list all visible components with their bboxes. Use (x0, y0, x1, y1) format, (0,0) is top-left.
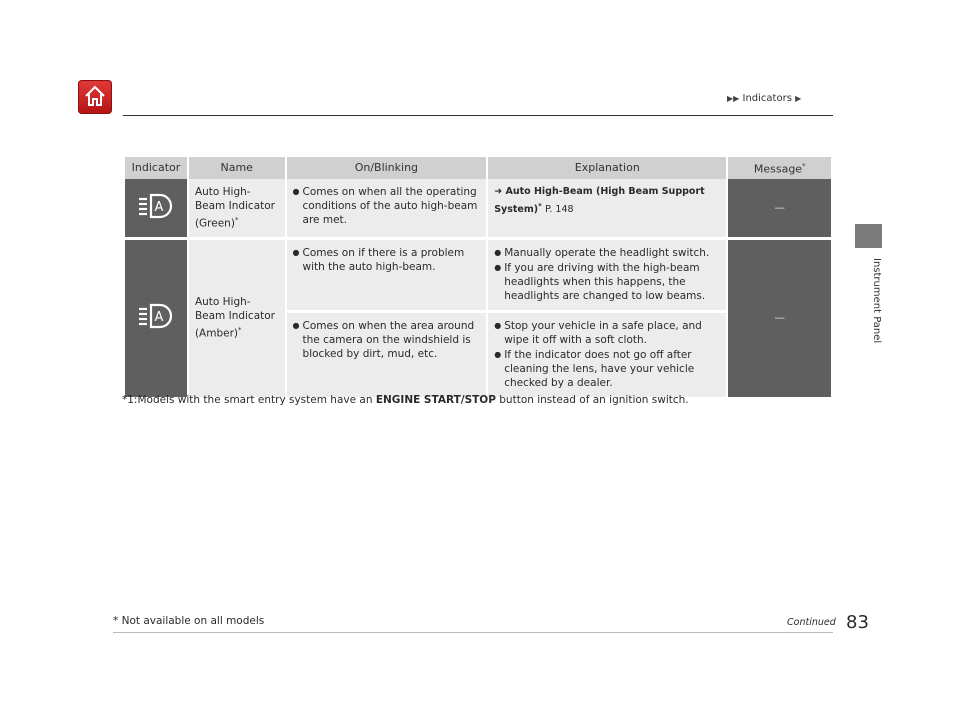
explanation-cell (488, 313, 726, 397)
indicator-table (123, 157, 833, 397)
column-header: Name (189, 157, 285, 179)
breadcrumb-arrow-icon: ▶ (795, 94, 802, 103)
explanation-cell (488, 179, 726, 240)
column-header: Message* (728, 157, 831, 179)
message-cell: — (728, 179, 831, 240)
bullet-text: ● Manually operate the headlight switch. (494, 246, 720, 260)
continued-label: Continued (787, 617, 836, 628)
auto-high-beam-icon (136, 193, 176, 219)
table-row (125, 179, 831, 240)
explanation-cell (488, 240, 726, 313)
bullet-text: ● If the indicator does not go off after cleaning the lens, have your vehicle checked by a dealer. (494, 348, 720, 390)
breadcrumb[interactable] (727, 93, 801, 104)
bullet-text: ● Comes on if there is a problem with the auto high-beam. (293, 246, 481, 274)
bullet-text: ● Comes on when the area around the camera on the windshield is blocked by dirt, mud, etc. (293, 319, 481, 361)
on-blinking-cell (287, 313, 487, 397)
indicator-name: Auto High-Beam Indicator (Amber)* (189, 240, 285, 397)
column-header: Explanation (488, 157, 726, 179)
breadcrumb-label: Indicators (742, 93, 792, 104)
breadcrumb-arrow-icon: ▶▶ (727, 94, 740, 103)
bullet-text: ● Stop your vehicle in a safe place, and wipe it off with a soft cloth. (494, 319, 720, 347)
home-button[interactable] (78, 80, 112, 114)
svg-text:A: A (154, 310, 164, 325)
on-blinking-cell (287, 240, 487, 313)
table-row (125, 240, 831, 313)
on-blinking-cell (287, 179, 487, 240)
message-cell: — (728, 240, 831, 397)
bullet-text: ● Comes on when all the operating conditions of the auto high-beam are met. (293, 185, 481, 227)
indicator-cell (125, 179, 187, 240)
page-number: 83 (846, 612, 869, 633)
indicator-name: Auto High-Beam Indicator (Green)* (189, 179, 285, 240)
section-label: Instrument Panel (871, 258, 882, 344)
auto-high-beam-icon (136, 303, 176, 329)
home-icon (83, 84, 107, 108)
svg-text:A: A (154, 199, 164, 215)
column-header: On/Blinking (287, 157, 487, 179)
arrow-link-icon: ➜ (494, 186, 503, 197)
bullet-text: ● If you are driving with the high-beam headlights when this happens, the headlights are changed to low beams. (494, 261, 720, 303)
indicator-cell (125, 240, 187, 397)
column-header: Indicator (125, 157, 187, 179)
cross-reference-link[interactable]: ➜ Auto High-Beam (High Beam Support System)* P. 148 (494, 186, 705, 216)
footnote: *1:Models with the smart entry system have an ENGINE START/STOP button instead of an ignition switch. (122, 394, 689, 406)
header-divider (123, 115, 833, 116)
availability-note: * Not available on all models (113, 615, 265, 627)
footer-divider (113, 632, 833, 633)
section-tab[interactable] (855, 224, 882, 248)
